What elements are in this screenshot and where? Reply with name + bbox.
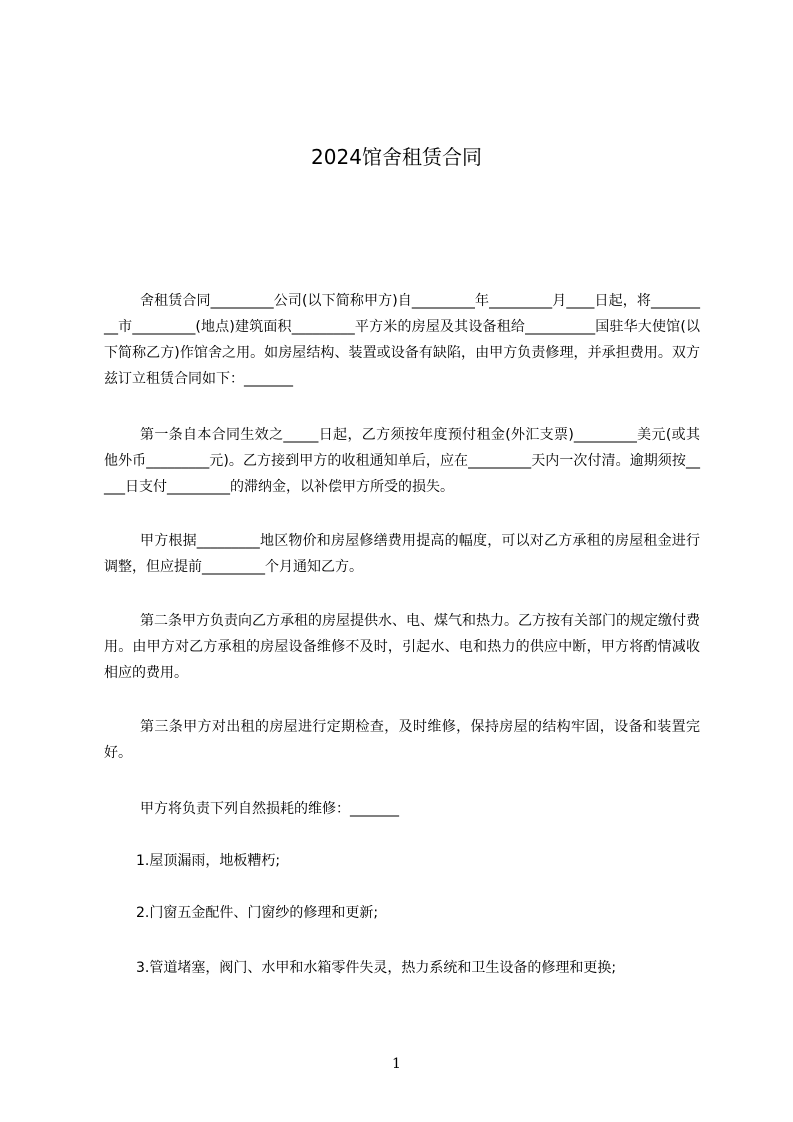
maintenance-item-1: 1.屋顶漏雨，地板糟朽; bbox=[136, 853, 281, 869]
maintenance-intro-paragraph: 甲方将负责下列自然损耗的维修：_______ bbox=[140, 801, 399, 817]
page-number: 1 bbox=[392, 1056, 401, 1072]
article-3-paragraph: 第三条甲方对出租的房屋进行定期检查，及时维修，保持房屋的结构牢固，设备和装置完好。 bbox=[104, 719, 700, 761]
document-title: 2024馆舍租赁合同 bbox=[311, 145, 482, 169]
rent-adjustment-paragraph: 甲方根据_________地区物价和房屋修缮费用提高的幅度，可以对乙方承租的房屋租金进行调整，但应提前_________个月通知乙方。 bbox=[104, 533, 700, 575]
intro-paragraph: 舍租赁合同_________公司(以下简称甲方)自_________年_________月____日起，将_________市_________(地点)建筑面积_________平方米的房屋及其设备租给__________国驻华大使馆(以下简称乙方)作馆舍之用。如房屋结构、装置或设备有缺陷，由甲方负责修理，并承担费用。双方兹订立租赁合同如下：_______ bbox=[104, 293, 700, 387]
article-1-paragraph: 第一条自本合同生效之_____日起，乙方须按年度预付租金(外汇支票)_________美元(或其他外币_________元)。乙方接到甲方的收租通知单后，应在_________天内一次付清。逾期须按_____日支付_________的滞纳金，以补偿甲方所受的损失。 bbox=[104, 427, 700, 495]
maintenance-item-3: 3.管道堵塞，阀门、水甲和水箱零件失灵，热力系统和卫生设备的修理和更换; bbox=[136, 960, 617, 976]
article-2-paragraph: 第二条甲方负责向乙方承租的房屋提供水、电、煤气和热力。乙方按有关部门的规定缴付费用。由甲方对乙方承租的房屋设备维修不及时，引起水、电和热力的供应中断，甲方将酌情减收相应的费用。 bbox=[104, 613, 700, 681]
maintenance-item-2: 2.门窗五金配件、门窗纱的修理和更新; bbox=[136, 905, 379, 921]
